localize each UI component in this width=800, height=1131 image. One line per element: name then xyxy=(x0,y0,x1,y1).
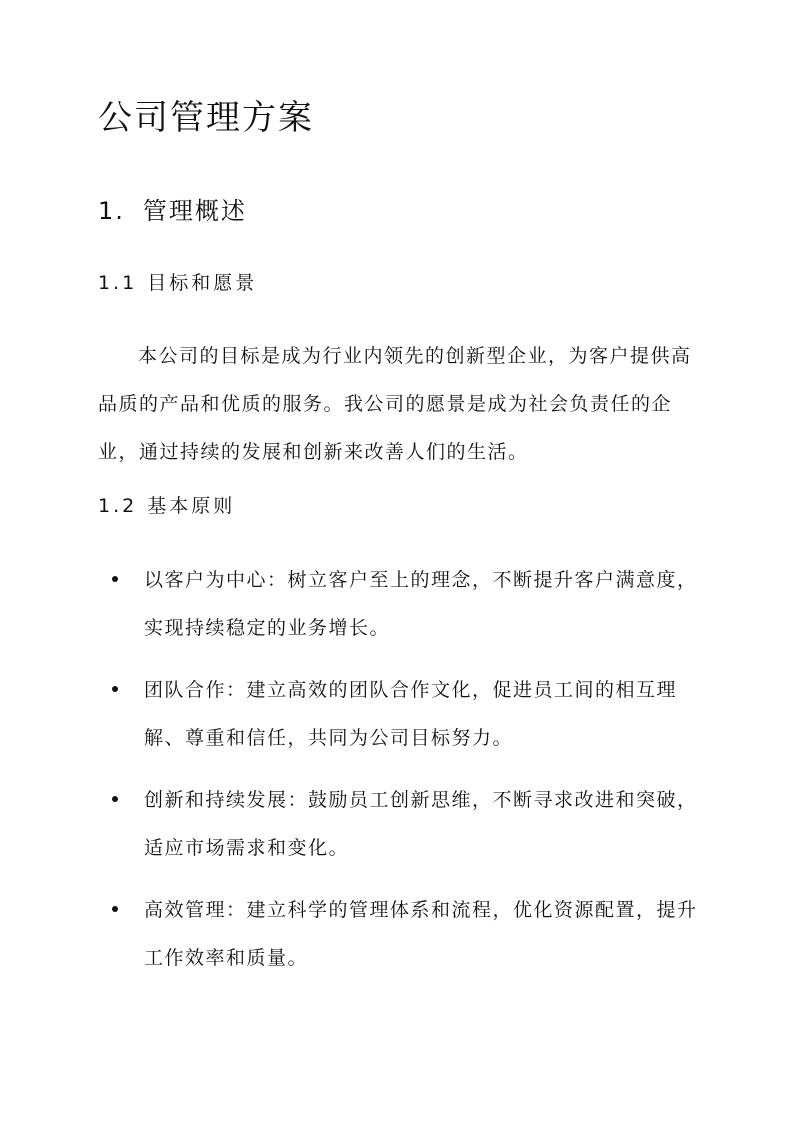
goals-paragraph: 本公司的目标是成为行业内领先的创新型企业，为客户提供高品质的产品和优质的服务。我公司的愿景是成为社会负责任的企业，通过持续的发展和创新来改善人们的生活。 xyxy=(98,345,692,463)
bullet-icon xyxy=(112,686,118,692)
document-title: 公司管理方案 xyxy=(98,98,314,138)
subsection-number: 1.2 xyxy=(98,495,138,517)
bullet-icon xyxy=(112,576,118,582)
subsection-title: 基本原则 xyxy=(147,495,236,517)
section-title: 管理概述 xyxy=(142,197,247,225)
subsection-heading-principles xyxy=(98,492,235,520)
bullet-icon xyxy=(112,906,118,912)
principles-list xyxy=(112,556,702,996)
list-item xyxy=(112,886,702,982)
list-item-text: 以客户为中心：树立客户至上的理念，不断提升客户满意度，实现持续稳定的业务增长。 xyxy=(144,569,698,639)
list-item xyxy=(112,666,702,762)
list-item xyxy=(112,556,702,652)
section-number: 1. xyxy=(98,197,125,225)
list-item xyxy=(112,776,702,872)
subsection-title: 目标和愿景 xyxy=(147,272,258,294)
list-item-text: 高效管理：建立科学的管理体系和流程，优化资源配置，提升工作效率和质量。 xyxy=(144,899,698,969)
subsection-heading-goals xyxy=(98,269,257,297)
subsection-number: 1.1 xyxy=(98,272,138,294)
list-item-text: 创新和持续发展：鼓励员工创新思维，不断寻求改进和突破，适应市场需求和变化。 xyxy=(144,789,698,859)
list-item-text: 团队合作：建立高效的团队合作文化，促进员工间的相互理解、尊重和信任，共同为公司目标努力。 xyxy=(144,679,678,749)
section-heading-overview xyxy=(98,194,247,228)
bullet-icon xyxy=(112,796,118,802)
